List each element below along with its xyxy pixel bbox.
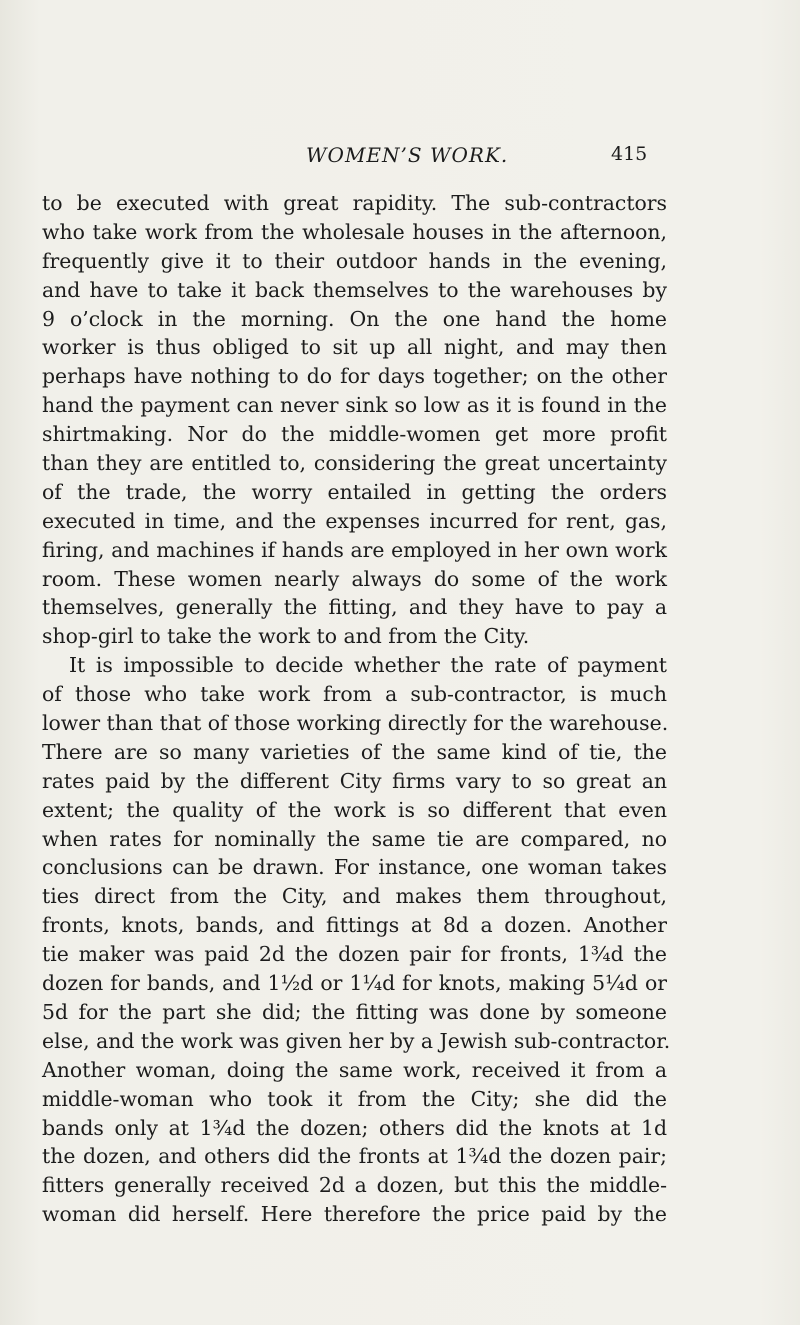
text-line: Another woman, doing the same work, received it from a	[42, 1057, 667, 1082]
text-line: dozen for bands, and 1½d or 1¼d for knots, making 5¼d or	[42, 971, 667, 996]
body-text	[42, 189, 671, 1229]
text-line: worker is thus obliged to sit up all night, and may then	[42, 335, 667, 360]
text-line: lower than that of those working directly for the warehouse.	[42, 711, 669, 736]
text-line: when rates for nominally the same tie are compared, no	[42, 826, 667, 851]
text-line: shirtmaking. Nor do the middle-women get more profit	[42, 422, 667, 447]
text-line: It is impossible to decide whether the rate of payment	[69, 653, 667, 678]
text-line: room. These women nearly always do some of the work	[42, 566, 667, 591]
text-line: and have to take it back themselves to the warehouses by	[42, 277, 667, 302]
text-line: ties direct from the City, and makes them throughout,	[42, 884, 667, 909]
text-line: fronts, knots, bands, and fittings at 8d a dozen. Another	[42, 913, 667, 938]
text-line: rates paid by the different City firms vary to so great an	[42, 768, 667, 793]
running-head: WOMEN’S WORK.	[306, 143, 509, 167]
text-line: fitters generally received 2d a dozen, but this the middle-	[42, 1173, 667, 1198]
text-line: perhaps have nothing to do for days together; on the other	[42, 364, 667, 389]
page-header	[0, 143, 800, 173]
text-line: There are so many varieties of the same kind of tie, the	[42, 739, 667, 764]
text-line: 9 o’clock in the morning. On the one hand the home	[42, 306, 667, 331]
text-line: else, and the work was given her by a Jewish sub-contractor.	[42, 1028, 671, 1053]
text-line: to be executed with great rapidity. The sub-contractors	[42, 191, 667, 215]
text-line: themselves, generally the fitting, and they have to pay a	[42, 595, 667, 620]
text-line: of those who take work from a sub-contractor, is much	[42, 682, 667, 707]
text-line: middle-woman who took it from the City; she did the	[42, 1086, 667, 1111]
text-line: of the trade, the worry entailed in getting the orders	[42, 479, 667, 504]
text-line: executed in time, and the expenses incurred for rent, gas,	[42, 508, 667, 533]
text-line: shop-girl to take the work to and from the City.	[42, 624, 530, 649]
page-number: 415	[611, 143, 648, 165]
text-line: 5d for the part she did; the fitting was done by someone	[42, 999, 667, 1024]
text-line: the dozen, and others did the fronts at 1¾d the dozen pair;	[42, 1144, 667, 1169]
text-line: who take work from the wholesale houses in the afternoon,	[42, 219, 667, 244]
text-line: woman did herself. Here therefore the price paid by the	[42, 1202, 667, 1227]
text-line: frequently give it to their outdoor hands in the evening,	[42, 248, 667, 273]
text-line: than they are entitled to, considering the great uncertainty	[42, 451, 667, 476]
text-line: tie maker was paid 2d the dozen pair for fronts, 1¾d the	[42, 942, 667, 967]
text-line: conclusions can be drawn. For instance, one woman takes	[42, 855, 667, 880]
text-line: bands only at 1¾d the dozen; others did the knots at 1d	[42, 1115, 667, 1140]
text-line: hand the payment can never sink so low as it is found in the	[42, 393, 667, 418]
text-line: firing, and machines if hands are employed in her own work	[42, 537, 667, 562]
text-line: extent; the quality of the work is so different that even	[42, 797, 667, 822]
